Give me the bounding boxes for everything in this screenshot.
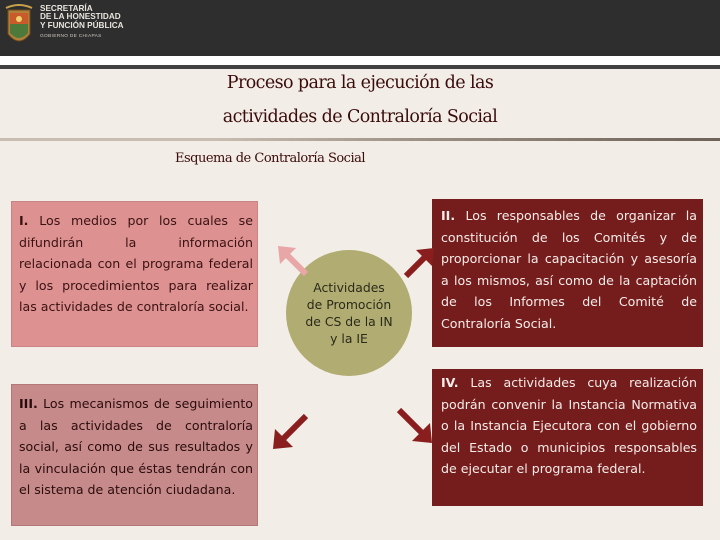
- box-text: Los responsables de organizar la constitución de los Comités y de proporcionar la capacitación y asesoría a los mismos, así como de la captación de los Informes del Comité de Contraloría Social.: [441, 208, 697, 331]
- box-mecanismos: [11, 384, 258, 526]
- arrow-up-left-icon: [276, 244, 310, 278]
- arrow-down-right-icon: [395, 406, 435, 446]
- page-title: [150, 66, 570, 134]
- box-number: II.: [441, 208, 456, 223]
- box-number: I.: [19, 213, 29, 228]
- box-number: IV.: [441, 375, 459, 390]
- logo-line-2: DE LA HONESTIDAD: [40, 12, 121, 22]
- logo-line-1: SECRETARÍA: [40, 4, 93, 13]
- box-medios: [11, 201, 258, 347]
- box-responsables: [432, 199, 703, 347]
- box-text: Los medios por los cuales se difundirán la información relacionada con el programa federal y los procedimientos para realizar las actividades de contraloría social.: [19, 213, 253, 314]
- header-bar: [0, 0, 720, 56]
- box-text: Los mecanismos de seguimiento a las actividades de contraloría social, así como de sus resultados y la vinculación que éstas tendrán con el sistema de atención ciudadana.: [19, 396, 253, 497]
- logo-line-3: Y FUNCIÓN PÚBLICA: [40, 20, 124, 30]
- section-subtitle: Esquema de Contraloría Social: [174, 151, 366, 166]
- box-number: III.: [19, 396, 38, 411]
- logo-text: [40, 5, 124, 42]
- arrow-up-right-icon: [402, 246, 436, 280]
- box-actividades: [432, 369, 703, 506]
- box-text: Las actividades cuya realización podrán convenir la Instancia Normativa o la Instancia Ejecutora con el gobierno del Estado o municipios responsables de ejecutar el programa federal.: [441, 375, 697, 476]
- arrow-down-left-icon: [270, 412, 310, 452]
- center-label: Actividades de Promoción de CS de la IN y la IE: [305, 280, 393, 346]
- logo-subtitle: GOBIERNO DE CHIAPAS: [40, 34, 102, 40]
- title-divider: [0, 138, 720, 141]
- coat-of-arms-icon: [4, 4, 34, 50]
- title-line-1: Proceso para la ejecución de las: [226, 73, 494, 93]
- title-line-2: actividades de Contraloría Social: [222, 107, 498, 127]
